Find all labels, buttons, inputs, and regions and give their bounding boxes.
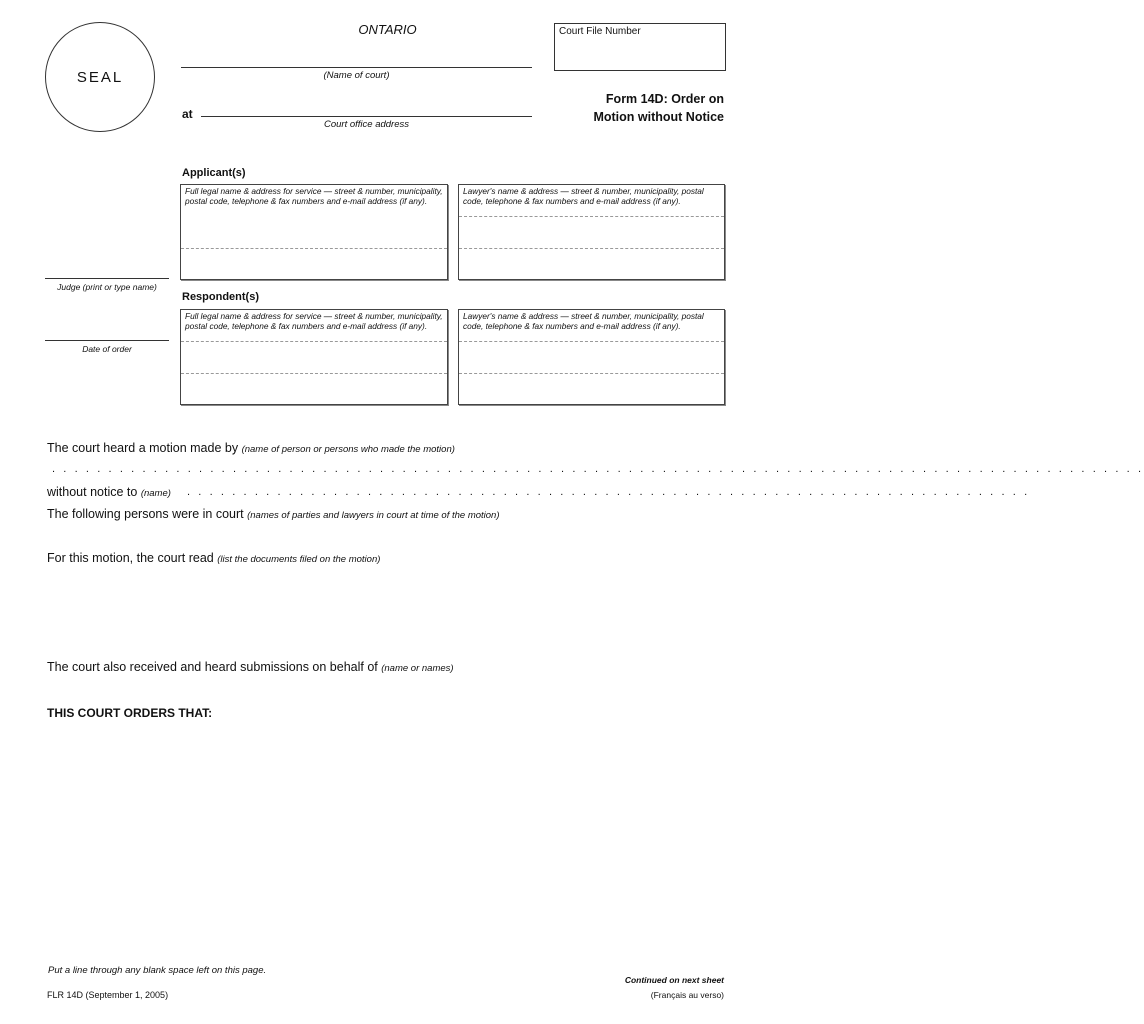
respondent-party-instructions: Full legal name & address for service — street & number, municipality, postal code, telephone & fax numbers and e-mail address (if any). bbox=[185, 311, 443, 331]
applicant-lawyer-box[interactable] bbox=[458, 184, 725, 280]
respondent-party-divider-2 bbox=[181, 373, 447, 374]
submissions-text: The court also received and heard submissions on behalf of bbox=[47, 660, 378, 674]
motion-heard-line bbox=[47, 441, 455, 455]
name-of-court-line[interactable] bbox=[181, 67, 532, 68]
date-of-order-caption: Date of order bbox=[82, 344, 132, 354]
applicant-lawyer-divider-1 bbox=[459, 216, 724, 217]
without-notice-line bbox=[47, 485, 171, 499]
without-notice-dotted-line[interactable]: . . . . . . . . . . . . . . . . . . . . . . . . . . . . . . . . . . . . . . . . . . . . . . . . . . . . . . . . . . . . . . . . . . . . . . . . . . . bbox=[187, 486, 1030, 498]
respondent-lawyer-divider-2 bbox=[459, 373, 724, 374]
applicant-party-instructions: Full legal name & address for service — street & number, municipality, postal code, telephone & fax numbers and e-mail address (if any). bbox=[185, 186, 443, 206]
seal-label: SEAL bbox=[76, 68, 124, 86]
persons-in-court-hint: (names of parties and lawyers in court at time of the motion) bbox=[247, 510, 500, 521]
documents-read-text: For this motion, the court read bbox=[47, 551, 214, 565]
respondents-heading: Respondent(s) bbox=[182, 291, 259, 303]
province-title: ONTARIO bbox=[358, 22, 417, 37]
respondent-party-box[interactable] bbox=[180, 309, 448, 405]
without-notice-text: without notice to bbox=[47, 485, 138, 499]
date-of-order-line[interactable] bbox=[45, 340, 169, 341]
persons-in-court-line bbox=[47, 507, 500, 521]
documents-read-line bbox=[47, 551, 380, 565]
french-version-note: (Français au verso) bbox=[650, 990, 724, 1000]
persons-in-court-text: The following persons were in court bbox=[47, 507, 244, 521]
documents-read-hint: (list the documents filed on the motion) bbox=[217, 554, 381, 565]
form-title-line1: Form 14D: Order on bbox=[605, 92, 724, 106]
applicant-lawyer-divider-2 bbox=[459, 248, 724, 249]
court-office-address-line[interactable] bbox=[201, 116, 532, 117]
respondent-lawyer-box[interactable] bbox=[458, 309, 725, 405]
court-file-number-label: Court File Number bbox=[559, 26, 641, 37]
submissions-line bbox=[47, 660, 454, 674]
judge-signature-line[interactable] bbox=[45, 278, 169, 279]
motion-maker-dotted-line[interactable]: . . . . . . . . . . . . . . . . . . . . . . . . . . . . . . . . . . . . . . . . . . . . . . . . . . . . . . . . . . . . . . . . . . . . . . . . . . . . . . . . . . . . . . . . . . . . . . . . . bbox=[52, 463, 1144, 475]
applicants-heading: Applicant(s) bbox=[182, 167, 246, 179]
motion-heard-text: The court heard a motion made by bbox=[47, 441, 239, 455]
respondent-lawyer-divider-1 bbox=[459, 341, 724, 342]
court-file-number-field[interactable] bbox=[554, 23, 726, 71]
seal-circle bbox=[45, 22, 155, 132]
judge-caption: Judge (print or type name) bbox=[57, 282, 157, 292]
applicant-party-divider bbox=[181, 248, 447, 249]
applicant-lawyer-instructions: Lawyer's name & address — street & number, municipality, postal code, telephone & fax numbers and e-mail address (if any). bbox=[463, 186, 704, 206]
form-revision: FLR 14D (September 1, 2005) bbox=[47, 990, 169, 1000]
form-title-line2: Motion without Notice bbox=[593, 110, 724, 124]
blank-space-note: Put a line through any blank space left on this page. bbox=[48, 965, 267, 976]
submissions-hint: (name or names) bbox=[381, 663, 454, 674]
respondent-lawyer-instructions: Lawyer's name & address — street & number, municipality, postal code, telephone & fax numbers and e-mail address (if any). bbox=[463, 311, 704, 331]
motion-heard-hint: (name of person or persons who made the motion) bbox=[241, 444, 455, 455]
form-title bbox=[560, 90, 724, 126]
name-of-court-caption: (Name of court) bbox=[323, 70, 390, 81]
applicant-party-box[interactable] bbox=[180, 184, 448, 280]
without-notice-hint: (name) bbox=[140, 488, 171, 499]
continued-note: Continued on next sheet bbox=[624, 975, 724, 985]
court-orders-heading: THIS COURT ORDERS THAT: bbox=[47, 706, 213, 720]
court-office-caption: Court office address bbox=[323, 119, 409, 130]
at-label: at bbox=[182, 107, 193, 121]
respondent-party-divider-1 bbox=[181, 341, 447, 342]
